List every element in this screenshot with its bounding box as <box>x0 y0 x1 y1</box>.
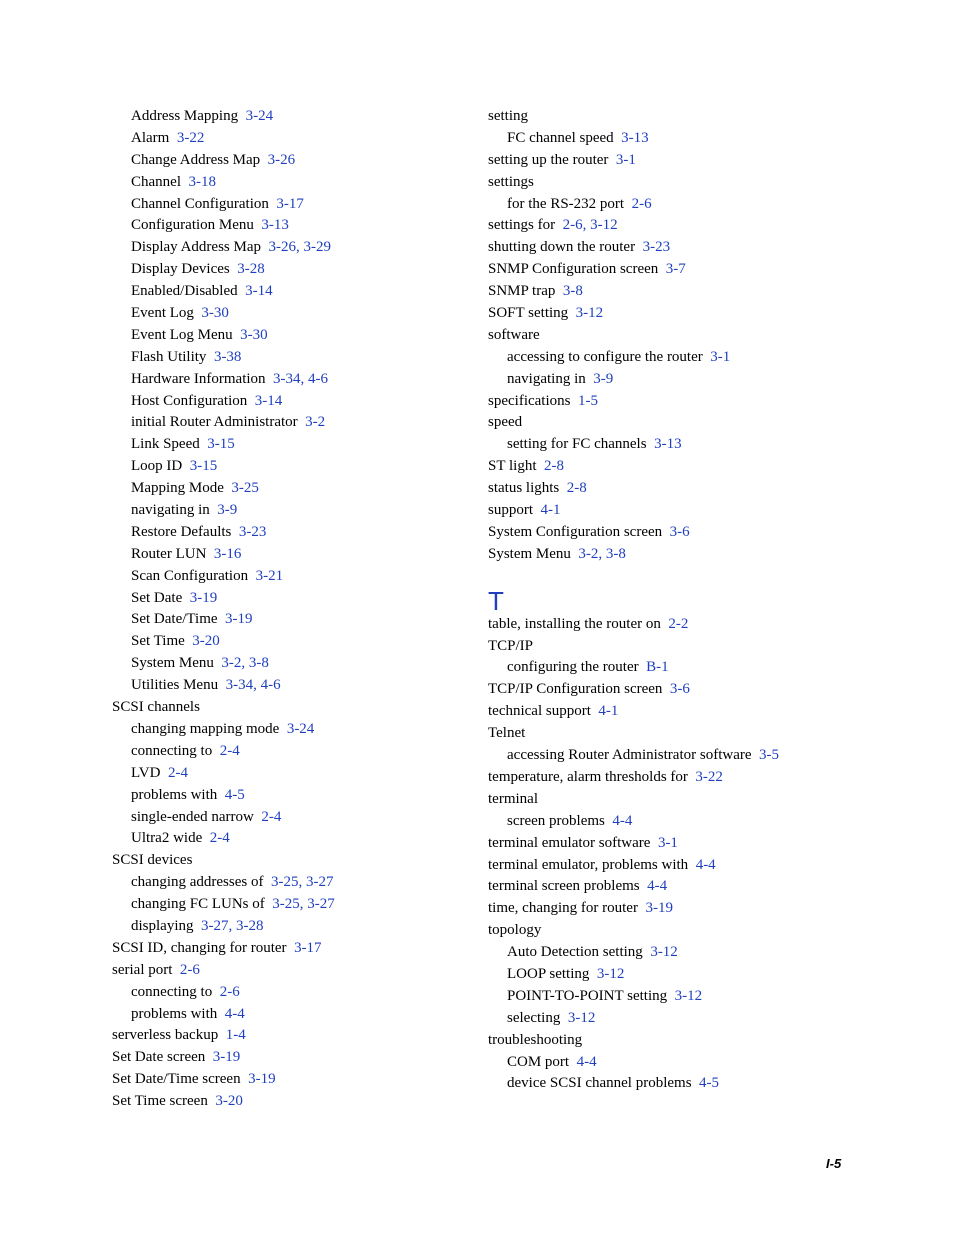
page-reference-link[interactable]: 3-25 <box>272 896 300 913</box>
index-subentry <box>488 194 908 216</box>
index-term: single-ended narrow <box>131 808 254 825</box>
index-term: Set Time screen <box>112 1093 208 1110</box>
index-term: SNMP Configuration screen <box>488 261 659 278</box>
index-subentry <box>112 741 462 763</box>
page-reference-link[interactable]: 3-26 <box>268 239 296 256</box>
index-term: changing FC LUNs of <box>131 896 265 913</box>
page-reference-link[interactable]: 3-19 <box>225 611 253 628</box>
page-reference-link[interactable]: 3-21 <box>255 567 284 584</box>
index-subentry <box>488 347 908 369</box>
page-reference-link[interactable]: 3-12 <box>590 217 618 234</box>
index-subentry <box>112 150 462 172</box>
index-term: TCP/IP <box>488 637 534 654</box>
page-reference-link[interactable]: 3-19 <box>189 589 218 606</box>
index-entry <box>488 172 908 194</box>
index-term: COM port <box>507 1053 570 1070</box>
index-subentry <box>112 325 462 347</box>
page-reference-link[interactable]: 3-24 <box>286 720 315 737</box>
index-term: Restore Defaults <box>131 523 232 540</box>
index-subentry: Display Address Map 3-26, 3-29 <box>131 239 331 256</box>
index-subentry <box>112 303 462 325</box>
index-term: Scan Configuration <box>131 567 249 584</box>
index-term: Event Log <box>131 305 194 322</box>
index-entry <box>488 281 908 303</box>
index-term: Alarm <box>131 129 170 146</box>
page-reference-link[interactable]: 3-2 <box>221 655 242 672</box>
page-reference-link[interactable]: 1-4 <box>225 1027 246 1044</box>
index-subentry <box>112 609 462 631</box>
index-subentry <box>112 194 462 216</box>
index-entry <box>112 1047 462 1069</box>
index-term: temperature, alarm thresholds for <box>488 768 688 785</box>
page-reference-link[interactable]: 4-4 <box>224 1005 245 1022</box>
page-reference-link[interactable]: 2-8 <box>544 458 564 475</box>
page-reference-link[interactable]: 2-8 <box>566 480 587 497</box>
index-entry <box>488 789 908 811</box>
index-subentry <box>112 544 462 566</box>
page-reference-link[interactable]: 3-17 <box>294 939 322 956</box>
index-subentry: displaying 3-27, 3-28 <box>131 917 264 934</box>
page-reference-link[interactable]: 2-6 <box>562 217 583 234</box>
index-term: serverless backup <box>112 1027 219 1044</box>
page-reference-link[interactable]: 3-25 <box>270 874 299 891</box>
index-subentry <box>112 828 462 850</box>
page-reference-link[interactable]: 3-12 <box>575 305 604 322</box>
index-term: Auto Detection setting <box>507 944 643 961</box>
index-term: technical support <box>488 703 591 720</box>
index-term: for the RS-232 port <box>507 195 625 212</box>
page-reference-link[interactable]: 3-22 <box>176 129 205 146</box>
index-term: terminal screen problems <box>488 878 640 895</box>
index-term: terminal <box>488 790 538 807</box>
index-term: Configuration Menu <box>131 217 254 234</box>
page-reference-link[interactable]: 3-28 <box>237 261 265 278</box>
index-entry <box>488 833 908 855</box>
page-reference-link[interactable]: 2-2 <box>668 615 689 632</box>
page-reference-link[interactable]: 3-6 <box>669 523 690 540</box>
page-reference-link[interactable]: 3-26 <box>267 151 296 168</box>
page-reference-link[interactable]: 3-19 <box>212 1049 241 1066</box>
index-term: SCSI ID, changing for router <box>112 939 287 956</box>
page-reference-link[interactable]: 3-24 <box>245 108 274 124</box>
index-term: specifications <box>488 392 571 409</box>
index-term: time, changing for router <box>488 900 638 917</box>
index-entry <box>488 150 908 172</box>
index-entry <box>488 237 908 259</box>
index-entry <box>488 1030 908 1052</box>
index-term: POINT-TO-POINT setting <box>507 987 668 1004</box>
index-term: setting <box>488 108 528 124</box>
page-reference-link[interactable]: 2-4 <box>209 830 230 847</box>
index-term: Address Mapping <box>131 108 239 124</box>
page-reference-link[interactable]: 3-8 <box>562 283 583 300</box>
index-subentry <box>112 631 462 653</box>
index-term: Event Log Menu <box>131 326 233 343</box>
index-term: ST light <box>488 458 537 475</box>
page-reference-link[interactable]: 3-8 <box>605 545 626 562</box>
index-term: Telnet <box>488 725 526 742</box>
page-reference-link[interactable]: 3-34 <box>225 677 254 694</box>
index-term: SNMP trap <box>488 283 556 300</box>
index-term: SCSI channels <box>112 699 200 716</box>
index-subentry <box>112 281 462 303</box>
index-entry <box>112 697 462 719</box>
index-term: accessing to configure the router <box>507 348 703 365</box>
page-reference-link[interactable]: 3-1 <box>710 348 731 365</box>
index-column-left <box>112 106 462 1113</box>
page-reference-link[interactable]: 3-1 <box>615 151 636 168</box>
page-reference-link[interactable]: 3-5 <box>759 747 780 764</box>
index-term: navigating in <box>131 502 210 519</box>
page-reference-link[interactable]: 2-4 <box>219 742 240 759</box>
page-reference-link[interactable]: 3-8 <box>248 655 269 672</box>
index-term: Set Date <box>131 589 183 606</box>
index-term: support <box>488 502 533 519</box>
index-subentry <box>112 215 462 237</box>
page-reference-link[interactable]: 3-17 <box>276 195 304 212</box>
page-reference-link[interactable]: 2-4 <box>261 808 282 825</box>
page-reference-link[interactable]: 3-12 <box>596 965 625 982</box>
page-reference-link[interactable]: 3-6 <box>669 681 690 698</box>
page-reference-link[interactable]: 3-20 <box>192 633 220 650</box>
page-reference-link[interactable]: 2-6 <box>631 195 652 212</box>
index-subentry <box>112 588 462 610</box>
index-subentry <box>112 434 462 456</box>
index-term: Set Date/Time screen <box>112 1071 241 1088</box>
index-term: Mapping Mode <box>131 480 224 497</box>
index-term: TCP/IP Configuration screen <box>488 681 663 698</box>
index-term: settings for <box>488 217 556 234</box>
index-entry: settings for 2-6, 3-12 <box>488 217 618 234</box>
index-entry <box>488 723 908 745</box>
index-subentry <box>488 942 908 964</box>
index-letter-heading: T <box>488 585 504 616</box>
page-reference-link[interactable]: 3-7 <box>665 261 686 278</box>
index-subentry <box>112 259 462 281</box>
page-reference-link[interactable]: 3-1 <box>657 834 678 851</box>
index-subentry <box>112 128 462 150</box>
page-reference-link[interactable]: 3-38 <box>213 348 242 365</box>
index-term: shutting down the router <box>488 239 636 256</box>
page-reference-link[interactable]: 3-14 <box>254 392 283 409</box>
index-subentry <box>112 522 462 544</box>
index-entry <box>488 855 908 877</box>
index-subentry <box>112 1004 462 1026</box>
index-subentry <box>488 964 908 986</box>
index-term: LVD <box>131 764 161 781</box>
index-entry <box>488 412 908 434</box>
page-reference-link[interactable]: 3-30 <box>240 326 268 343</box>
index-subentry <box>488 1052 908 1074</box>
index-term: topology <box>488 922 542 939</box>
page-reference-link[interactable]: 4-6 <box>308 370 329 387</box>
index-subentry <box>112 412 462 434</box>
index-term: selecting <box>507 1009 561 1026</box>
page-reference-link[interactable]: 3-15 <box>189 458 218 475</box>
page-reference-link[interactable]: 3-16 <box>213 545 242 562</box>
index-entry <box>112 1025 462 1047</box>
index-term: Display Address Map <box>131 239 261 256</box>
index-term: Utilities Menu <box>131 677 219 694</box>
index-subentry <box>488 657 908 679</box>
index-term: device SCSI channel problems <box>507 1075 692 1092</box>
page-reference-link[interactable]: 1-5 <box>577 392 598 409</box>
index-subentry: Hardware Information 3-34, 4-6 <box>131 370 329 387</box>
page-reference-link[interactable]: 4-1 <box>540 502 561 519</box>
index-entry <box>488 522 908 544</box>
index-entry <box>112 850 462 872</box>
index-subentry <box>112 172 462 194</box>
index-term: problems with <box>131 786 218 803</box>
index-term: software <box>488 326 540 343</box>
page-reference-link[interactable]: 3-12 <box>567 1009 596 1026</box>
index-term: serial port <box>112 961 173 978</box>
index-term: Link Speed <box>131 436 200 453</box>
page-reference-link[interactable]: 4-5 <box>224 786 245 803</box>
page-reference-link[interactable]: 3-13 <box>654 436 682 453</box>
index-term: Set Date screen <box>112 1049 206 1066</box>
index-term: table, installing the router on <box>488 615 661 632</box>
index-entry: System Menu 3-2, 3-8 <box>488 545 626 562</box>
page-reference-link[interactable]: 3-13 <box>261 217 289 234</box>
index-entry <box>488 303 908 325</box>
index-subentry <box>112 785 462 807</box>
index-term: System Menu <box>488 545 571 562</box>
page-reference-link[interactable]: 3-28 <box>236 917 264 934</box>
index-entry <box>488 259 908 281</box>
index-entry <box>488 679 908 701</box>
index-term: terminal emulator software <box>488 834 651 851</box>
index-term: LOOP setting <box>507 965 590 982</box>
index-subentry: changing addresses of 3-25, 3-27 <box>131 874 334 891</box>
index-term: configuring the router <box>507 659 639 676</box>
index-subentry <box>112 719 462 741</box>
page-reference-link[interactable]: 3-18 <box>188 173 216 190</box>
index-subentry <box>112 106 462 128</box>
page-reference-link[interactable]: 4-1 <box>598 703 619 720</box>
index-entry <box>488 920 908 942</box>
index-subentry <box>112 347 462 369</box>
page-reference-link[interactable]: 4-4 <box>612 812 633 829</box>
index-term: Enabled/Disabled <box>131 283 238 300</box>
index-term: Set Date/Time <box>131 611 218 628</box>
index-term: FC channel speed <box>507 129 614 146</box>
page-reference-link[interactable]: 3-13 <box>621 129 649 146</box>
page-reference-link[interactable]: 2-6 <box>179 961 200 978</box>
index-term: Flash Utility <box>131 348 207 365</box>
page-reference-link[interactable]: 4-4 <box>695 856 716 873</box>
page-reference-link[interactable]: 3-34 <box>273 370 301 387</box>
index-entry <box>488 701 908 723</box>
page-reference-link[interactable]: 3-2 <box>305 414 326 431</box>
index-term: Loop ID <box>131 458 183 475</box>
page-reference-link[interactable]: 3-14 <box>245 283 273 300</box>
index-term: connecting to <box>131 742 213 759</box>
index-subentry <box>488 434 908 456</box>
page-reference-link[interactable]: 3-9 <box>593 370 614 387</box>
page-reference-link[interactable]: 2-4 <box>167 764 188 781</box>
index-subentry <box>112 456 462 478</box>
index-term: troubleshooting <box>488 1031 583 1048</box>
page-reference-link[interactable]: 3-9 <box>217 502 238 519</box>
page-number: I-5 <box>826 1156 842 1171</box>
index-term: screen problems <box>507 812 605 829</box>
index-term: System Configuration screen <box>488 523 663 540</box>
page-reference-link[interactable]: 3-25 <box>231 480 259 497</box>
index-entry <box>112 1091 462 1113</box>
index-term: System Menu <box>131 655 214 672</box>
page-reference-link[interactable]: 3-12 <box>674 987 703 1004</box>
index-entry <box>112 1069 462 1091</box>
index-subentry <box>488 1073 908 1095</box>
index-term: terminal emulator, problems with <box>488 856 689 873</box>
page-reference-link[interactable]: 4-6 <box>260 677 281 694</box>
index-entry <box>488 325 908 347</box>
index-term: setting for FC channels <box>507 436 647 453</box>
index-subentry: System Menu 3-2, 3-8 <box>131 655 269 672</box>
page-reference-link[interactable]: 2-6 <box>219 983 240 1000</box>
page-reference-link[interactable]: 4-4 <box>647 878 668 895</box>
page-reference-link[interactable]: 3-19 <box>645 900 673 917</box>
index-term: Display Devices <box>131 261 230 278</box>
page-reference-link[interactable]: 3-20 <box>215 1093 243 1110</box>
index-entry <box>488 614 908 636</box>
index-term: setting up the router <box>488 151 609 168</box>
index-entry <box>488 898 908 920</box>
index-entry <box>488 500 908 522</box>
page-reference-link[interactable]: 3-19 <box>248 1071 276 1088</box>
index-entry <box>488 456 908 478</box>
page-reference-link[interactable]: 3-2 <box>578 545 599 562</box>
page-reference-link[interactable]: 3-27 <box>201 917 229 934</box>
index-subentry <box>488 986 908 1008</box>
index-term: SCSI devices <box>112 852 193 869</box>
index-subentry <box>112 500 462 522</box>
index-term: SOFT setting <box>488 305 569 322</box>
page-reference-link[interactable]: 3-12 <box>650 944 678 961</box>
page-reference-link[interactable]: 3-22 <box>695 768 723 785</box>
page-reference-link[interactable]: 4-4 <box>576 1053 597 1070</box>
index-term: navigating in <box>507 370 586 387</box>
index-term: accessing Router Administrator software <box>507 747 752 764</box>
index-term: problems with <box>131 1005 218 1022</box>
index-subentry <box>112 807 462 829</box>
index-entry <box>112 938 462 960</box>
index-term: Hardware Information <box>131 370 266 387</box>
index-subentry <box>112 566 462 588</box>
index-subentry: changing FC LUNs of 3-25, 3-27 <box>131 896 335 913</box>
index-subentry <box>112 982 462 1004</box>
page-reference-link[interactable]: 3-27 <box>305 874 334 891</box>
index-subentry <box>488 745 908 767</box>
index-subentry <box>112 478 462 500</box>
index-term: changing mapping mode <box>131 720 280 737</box>
index-entry <box>488 767 908 789</box>
index-term: status lights <box>488 480 560 497</box>
index-term: changing addresses of <box>131 874 264 891</box>
index-term: Ultra2 wide <box>131 830 203 847</box>
index-entry <box>488 636 908 658</box>
index-entry <box>488 106 908 128</box>
index-entry <box>488 391 908 413</box>
page-reference-link[interactable]: 4-5 <box>699 1075 720 1092</box>
index-term: Host Configuration <box>131 392 248 409</box>
index-term: settings <box>488 173 534 190</box>
index-subentry <box>488 128 908 150</box>
index-subentry <box>488 811 908 833</box>
index-term: displaying <box>131 917 194 934</box>
index-subentry <box>488 1008 908 1030</box>
index-subentry <box>112 391 462 413</box>
index-term: speed <box>488 414 523 431</box>
page-reference-link[interactable]: 3-15 <box>207 436 235 453</box>
index-entry <box>112 960 462 982</box>
page-reference-link[interactable]: B-1 <box>646 659 669 676</box>
page-reference-link[interactable]: 3-29 <box>303 239 331 256</box>
index-term: connecting to <box>131 983 213 1000</box>
index-entry <box>488 478 908 500</box>
page-reference-link[interactable]: 3-23 <box>238 523 267 540</box>
index-term: Router LUN <box>131 545 207 562</box>
index-term: Change Address Map <box>131 151 261 168</box>
index-subentry <box>112 763 462 785</box>
index-term: Channel Configuration <box>131 195 269 212</box>
index-term: Channel <box>131 173 181 190</box>
index-term: Set Time <box>131 633 185 650</box>
page-reference-link[interactable]: 3-27 <box>307 896 335 913</box>
page-reference-link[interactable]: 3-23 <box>642 239 671 256</box>
index-subentry: Utilities Menu 3-34, 4-6 <box>131 677 281 694</box>
index-subentry <box>488 369 908 391</box>
index-entry <box>488 876 908 898</box>
page-reference-link[interactable]: 3-30 <box>201 305 229 322</box>
index-column-right <box>488 106 908 1095</box>
index-term: initial Router Administrator <box>131 414 298 431</box>
